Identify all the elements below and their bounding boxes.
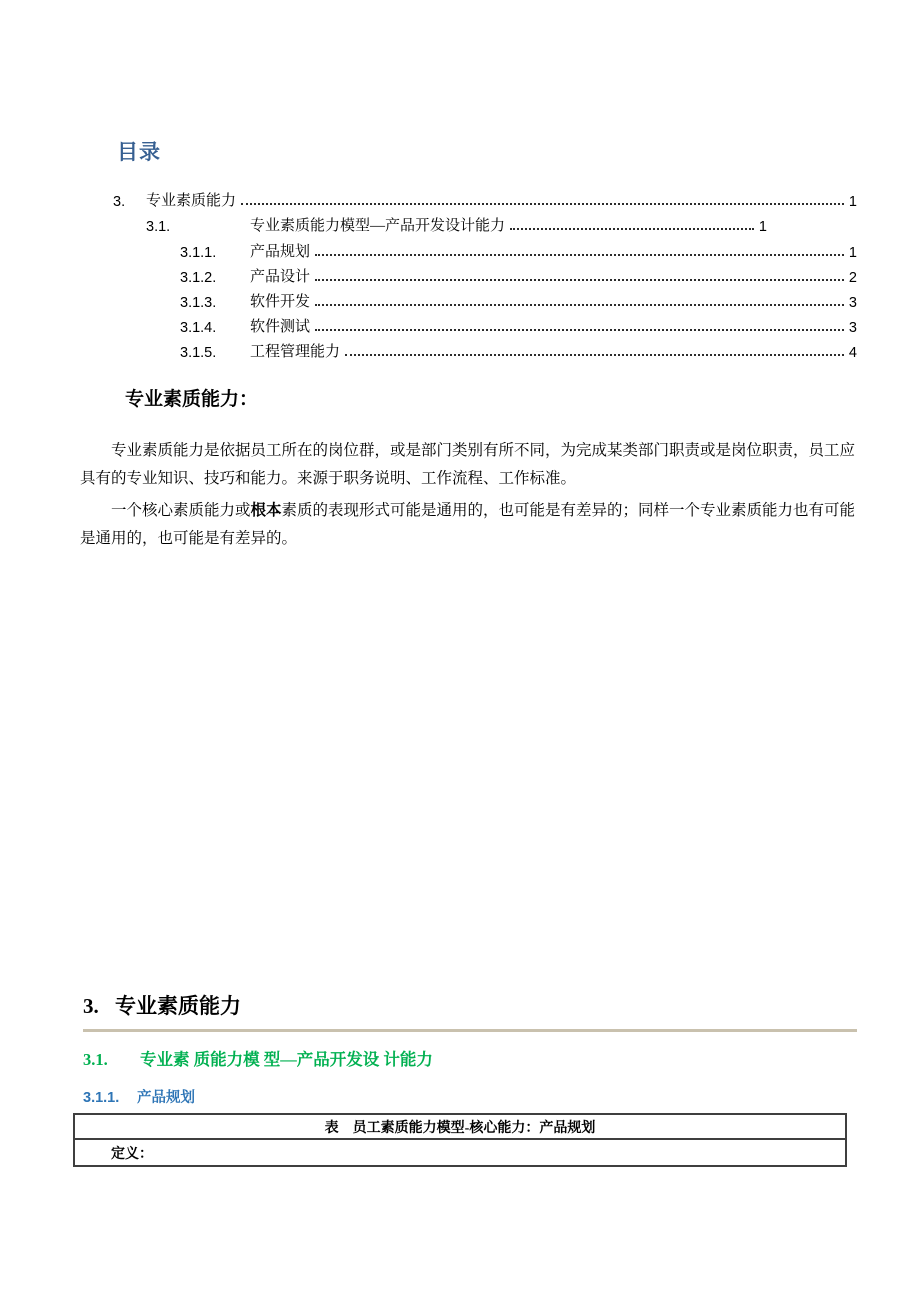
toc-entry[interactable] — [180, 263, 857, 288]
toc-entry-page: 1 — [848, 244, 857, 261]
paragraph2-text-pre: 一个核心素质能力或 — [111, 502, 251, 520]
toc-entry-label: 专业素质能力模型—产品开发设计能力 — [250, 218, 506, 235]
heading-2-number: 3.1. — [83, 1050, 108, 1069]
heading-divider-line — [83, 1029, 857, 1032]
toc-entry-number: 3. — [113, 194, 126, 211]
toc-entry-number: 3.1. — [146, 219, 171, 236]
toc-dot-leader — [315, 254, 844, 256]
heading-2 — [83, 1046, 857, 1070]
toc-entry[interactable] — [113, 187, 857, 212]
toc-entry-number: 3.1.1. — [180, 244, 217, 261]
toc-entry[interactable] — [180, 313, 857, 338]
paragraph2-text-bold: 根本 — [250, 502, 282, 520]
toc-dot-leader — [315, 304, 844, 306]
toc-entry-number: 3.1.4. — [180, 320, 217, 337]
toc-entry[interactable] — [180, 288, 857, 313]
toc-dot-leader — [241, 203, 844, 205]
toc-dot-leader — [315, 279, 844, 281]
toc-entry-label: 产品设计 — [250, 268, 311, 285]
table-row — [74, 1139, 846, 1166]
competency-table — [73, 1113, 847, 1167]
heading-3-number: 3.1.1. — [83, 1090, 120, 1106]
toc-entry[interactable] — [146, 212, 767, 237]
toc-entry-label: 工程管理能力 — [250, 344, 341, 361]
toc-entry[interactable] — [180, 338, 857, 363]
toc-entry-page: 4 — [848, 345, 857, 362]
table-row — [74, 1114, 846, 1139]
toc-entry-number: 3.1.5. — [180, 345, 217, 362]
heading-1 — [83, 990, 857, 1020]
toc-entry-page: 1 — [848, 194, 857, 211]
heading-1-number: 3. — [83, 994, 99, 1018]
intro-heading: 专业素质能力： — [125, 389, 259, 411]
heading-3-label: 产品规划 — [137, 1090, 195, 1106]
toc-entry-label: 专业素质能力 — [146, 193, 237, 210]
table-title-cell: 表 员工素质能力模型-核心能力：产品规划 — [74, 1114, 846, 1139]
toc-entry-page: 1 — [758, 219, 767, 236]
paragraph2-text-post: 素质的表现形式可能是通用的，也可能是有差异的；同样一个专业素质能力也有可能是通用的，也可能是有差异的。 — [80, 502, 856, 548]
heading-1-label: 专业素质能力 — [115, 994, 241, 1018]
toc-entry-number: 3.1.3. — [180, 294, 217, 311]
toc-title: 目录 — [117, 140, 161, 164]
toc-entry-label: 软件开发 — [250, 293, 311, 310]
toc-dot-leader — [315, 329, 844, 331]
toc-entry-page: 3 — [848, 320, 857, 337]
heading-2-label: 专业素 质能力模 型—产品开发设 计能力 — [140, 1050, 433, 1069]
intro-paragraph-2 — [80, 497, 857, 553]
toc-entry[interactable] — [180, 237, 857, 262]
toc-entry-page: 3 — [848, 294, 857, 311]
chapter-section — [80, 990, 857, 1167]
toc-entry-page: 2 — [848, 269, 857, 286]
table-definition-cell: 定义： — [74, 1139, 846, 1166]
toc-entry-number: 3.1.2. — [180, 269, 217, 286]
toc-entries — [113, 187, 857, 363]
toc-dot-leader — [510, 228, 754, 230]
toc-dot-leader — [345, 354, 844, 356]
toc-entry-label: 产品规划 — [250, 243, 311, 260]
toc-entry-label: 软件测试 — [250, 319, 311, 336]
heading-3 — [83, 1086, 857, 1107]
intro-paragraph-1: 专业素质能力是依据员工所在的岗位群，或是部门类别有所不同，为完成某类部门职责或是岗位职责，员工应具有的专业知识、技巧和能力。来源于职务说明、工作流程、工作标准。 — [80, 442, 856, 488]
